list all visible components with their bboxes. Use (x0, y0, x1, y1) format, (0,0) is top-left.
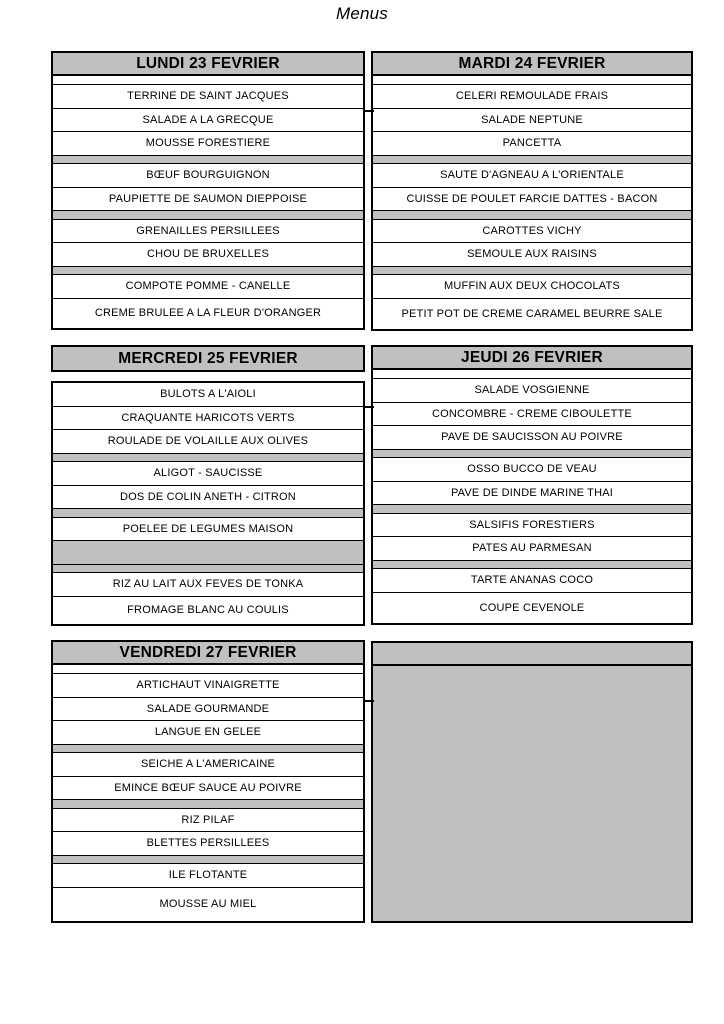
menu-item: ILE FLOTANTE (53, 864, 363, 888)
panel-thursday-header: JEUDI 26 FEVRIER (373, 347, 691, 370)
panel-friday-header: VENDREDI 27 FEVRIER (53, 642, 363, 665)
menu-item: SALADE VOSGIENNE (373, 379, 691, 403)
section-divider (373, 561, 691, 570)
grid-line-artifact (363, 700, 374, 702)
menu-item: PAUPIETTE DE SAUMON DIEPPOISE (53, 188, 363, 212)
menu-item: GRENAILLES PERSILLEES (53, 220, 363, 244)
grid-line-artifact (363, 110, 374, 112)
menu-item: SALADE NEPTUNE (373, 109, 691, 133)
panel-monday-header: LUNDI 23 FEVRIER (53, 53, 363, 76)
panel-friday (51, 640, 365, 923)
section-divider (373, 211, 691, 220)
panel-wednesday-header: MERCREDI 25 FEVRIER (51, 345, 365, 372)
menu-item: CHOU DE BRUXELLES (53, 243, 363, 267)
menu-item: ALIGOT - SAUCISSE (53, 462, 363, 486)
menu-item: ROULADE DE VOLAILLE AUX OLIVES (53, 430, 363, 454)
blank-row (373, 370, 691, 379)
empty-row (53, 541, 363, 565)
blank-row (53, 665, 363, 674)
menu-item: MOUSSE FORESTIERE (53, 132, 363, 156)
grid-line-artifact (363, 406, 374, 408)
page-title: Menus (335, 4, 389, 23)
menu-item: PAVE DE DINDE MARINE THAI (373, 482, 691, 506)
section-divider (373, 156, 691, 165)
panel-thursday (371, 345, 693, 625)
menu-item: EMINCE BŒUF SAUCE AU POIVRE (53, 777, 363, 801)
section-divider (53, 211, 363, 220)
menu-item: CUISSE DE POULET FARCIE DATTES - BACON (373, 188, 691, 212)
blank-row (53, 76, 363, 85)
menu-item: BLETTES PERSILLEES (53, 832, 363, 856)
section-divider (53, 267, 363, 276)
menu-item: ARTICHAUT VINAIGRETTE (53, 674, 363, 698)
section-divider (373, 267, 691, 276)
menu-item: DOS DE COLIN ANETH - CITRON (53, 486, 363, 510)
section-divider (53, 856, 363, 865)
section-divider (53, 156, 363, 165)
menu-item: FROMAGE BLANC AU COULIS (53, 597, 363, 625)
section-divider (53, 745, 363, 754)
menu-item: SALSIFIS FORESTIERS (373, 514, 691, 538)
panel-empty (371, 641, 693, 923)
panel-monday (51, 51, 365, 330)
panel-tuesday-header: MARDI 24 FEVRIER (373, 53, 691, 76)
menu-item: COMPOTE POMME - CANELLE (53, 275, 363, 299)
section-divider (53, 565, 363, 574)
menu-item: CONCOMBRE - CREME CIBOULETTE (373, 403, 691, 427)
menu-item: LANGUE EN GELEE (53, 721, 363, 745)
menu-item: CRAQUANTE HARICOTS VERTS (53, 407, 363, 431)
empty-panel-header (373, 643, 691, 666)
menu-item: RIZ PILAF (53, 809, 363, 833)
menu-item: SEMOULE AUX RAISINS (373, 243, 691, 267)
menu-item: PATES AU PARMESAN (373, 537, 691, 561)
menu-item: BŒUF BOURGUIGNON (53, 164, 363, 188)
section-divider (373, 450, 691, 459)
menu-item: SALADE A LA GRECQUE (53, 109, 363, 133)
menu-item: RIZ AU LAIT AUX FEVES DE TONKA (53, 573, 363, 597)
menu-item: CELERI REMOULADE FRAIS (373, 85, 691, 109)
menu-item: TARTE ANANAS COCO (373, 569, 691, 593)
section-divider (53, 800, 363, 809)
menu-item: MUFFIN AUX DEUX CHOCOLATS (373, 275, 691, 299)
menu-item: SALADE GOURMANDE (53, 698, 363, 722)
menu-item: COUPE CEVENOLE (373, 593, 691, 624)
menu-item: OSSO BUCCO DE VEAU (373, 458, 691, 482)
empty-panel-body (373, 666, 691, 921)
menu-item: PANCETTA (373, 132, 691, 156)
menu-item: PETIT POT DE CREME CARAMEL BEURRE SALE (373, 299, 691, 330)
panel-tuesday (371, 51, 693, 331)
menu-item: BULOTS A L'AIOLI (53, 383, 363, 407)
menu-item: MOUSSE AU MIEL (53, 888, 363, 922)
panel-wednesday (51, 381, 365, 626)
menu-item: PAVE DE SAUCISSON AU POIVRE (373, 426, 691, 450)
section-divider (373, 505, 691, 514)
menu-item: POELEE DE LEGUMES MAISON (53, 518, 363, 542)
menu-item: TERRINE DE SAINT JACQUES (53, 85, 363, 109)
section-divider (53, 509, 363, 518)
menu-item: CREME BRULEE A LA FLEUR D'ORANGER (53, 299, 363, 329)
section-divider (53, 454, 363, 463)
blank-row (373, 76, 691, 85)
menu-item: SEICHE A L'AMERICAINE (53, 753, 363, 777)
menu-item: CAROTTES VICHY (373, 220, 691, 244)
menu-item: SAUTE D'AGNEAU A L'ORIENTALE (373, 164, 691, 188)
